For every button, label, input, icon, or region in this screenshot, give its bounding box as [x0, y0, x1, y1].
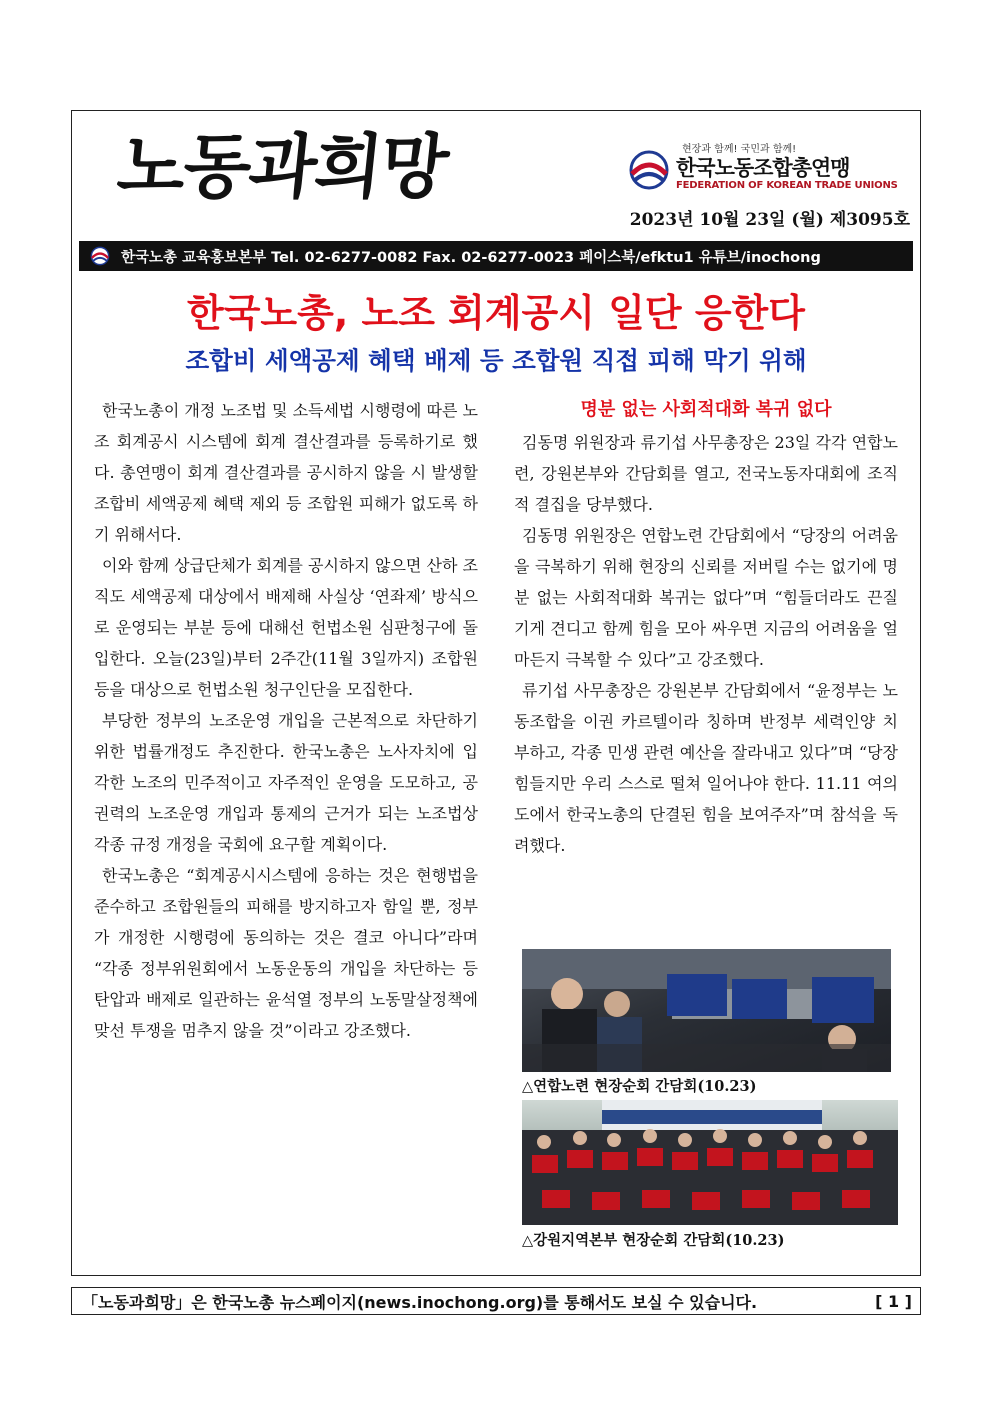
left-column — [94, 395, 478, 1046]
paragraph: 이와 함께 상급단체가 회계를 공시하지 않으면 산하 조직도 세액공제 대상에서 배제해 사실상 ‘연좌제’ 방식으로 운영되는 부분 등에 대해선 헌법소원 심판청구에 돌입한다. 오늘(23일)부터 2주간(11월 3일까지) 조합원 등을 대상으로 헌법소원 청구인단을 모집한다. — [94, 556, 478, 699]
issue-date: 2023년 10월 23일 (월) 제3095호 — [629, 210, 910, 230]
org-name: 한국노동조합총연맹 — [676, 156, 850, 180]
group-photo — [522, 1100, 898, 1225]
meeting-photo — [522, 949, 891, 1072]
org-slogan: 현장과 함께! 국민과 함께! — [682, 144, 797, 155]
paragraph: 부당한 정부의 노조운영 개입을 근본적으로 차단하기 위한 법률개정도 추진한다. 한국노총은 노사자치에 입각한 노조의 민주적이고 자주적인 운영을 도모하고, 공권력의 노조운영 개입과 통제의 근거가 되는 노조법상 각종 규정 개정을 국회에 요구할 계획이다. — [94, 711, 478, 854]
footer — [71, 1287, 921, 1315]
paragraph: 한국노총은 “회계공시시스템에 응하는 것은 현행법을 준수하고 조합원들의 피해를 방지하고자 함일 뿐, 정부가 개정한 시행령에 동의하는 것은 결코 아니다”라며 “각종 정부위원회에서 노동운동의 개입을 차단하는 등 탄압과 배제로 일관하는 윤석열 정부의 노동말살정책에 맞선 투쟁을 멈추지 않을 것”이라고 강조했다. — [94, 866, 478, 1040]
subheadline: 조합비 세액공제 혜택 배제 등 조합원 직접 피해 막기 위해 — [185, 346, 807, 375]
paragraph: 한국노총이 개정 노조법 및 소득세법 시행령에 따른 노조 회계공시 시스템에 회계 결산결과를 등록하기로 했다. 총연맹이 회계 결산결과를 공시하지 않을 시 발생할 조합비 세액공제 혜택 제외 등 조합원 피해가 없도록 하기 위해서다. — [94, 401, 478, 544]
org-name-english: FEDERATION OF KOREAN TRADE UNIONS — [676, 180, 898, 191]
paragraph: 김동명 위원장과 류기섭 사무총장은 23일 각각 연합노련, 강원본부와 간담회를 열고, 전국노동자대회에 조직적 결집을 당부했다. — [514, 433, 898, 514]
paragraph: 김동명 위원장은 연합노련 간담회에서 “당장의 어려움을 극복하기 위해 현장의 신뢰를 저버릴 수는 없기에 명분 없는 사회적대화 복귀는 없다”며 “힘들더라도 끈질기게 견디고 함께 힘을 모아 싸우면 지금의 어려움을 얼마든지 극복할 수 있다”고 강조했다. — [514, 526, 898, 669]
footer-text: 「노동과희망」은 한국노총 뉴스페이지(news.inochong.org)를 통해서도 보실 수 있습니다. — [82, 1292, 758, 1312]
section-heading: 명분 없는 사회적대화 복귀 없다 — [580, 399, 832, 420]
newsletter-title: 노동과희망 — [113, 125, 451, 208]
contact-info: 한국노총 교육홍보본부 Tel. 02-6277-0082 Fax. 02-6277-0023 페이스북/efktu1 유튜브/inochong — [121, 249, 821, 266]
org-logo-icon — [626, 150, 672, 194]
headline: 한국노총, 노조 회계공시 일단 응한다 — [187, 291, 805, 335]
photo-caption: △강원지역본부 현장순회 간담회(10.23) — [522, 1232, 785, 1249]
paragraph: 류기섭 사무총장은 강원본부 간담회에서 “윤정부는 노동조합을 이권 카르텔이라 칭하며 반정부 세력인양 치부하고, 각종 민생 관련 예산을 잘라내고 있다”며 “당장 힘들지만 우리 스스로 떨쳐 일어나야 한다. 11.11 여의도에서 한국노총의 단결된 힘을 보여주자”며 참석을 독려했다. — [514, 681, 898, 855]
contact-bar — [79, 241, 913, 271]
page-number: [ 1 ] — [875, 1291, 912, 1311]
right-column — [514, 395, 898, 861]
photo-caption: △연합노련 현장순회 간담회(10.23) — [522, 1078, 757, 1095]
org-logo-icon — [89, 246, 111, 266]
